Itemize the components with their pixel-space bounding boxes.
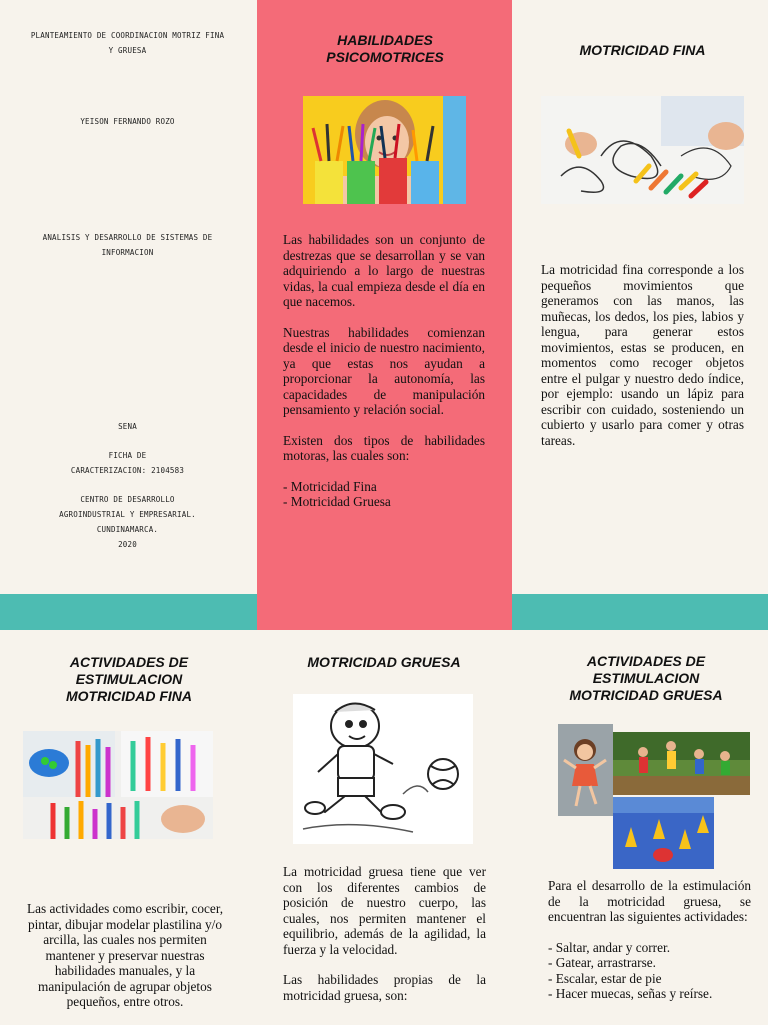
girl-with-pencils-photo [303, 96, 466, 204]
boy-kicking-ball-drawing [293, 694, 473, 844]
cover-title-line2: Y GRUESA [108, 46, 147, 55]
cover-year: 2020 [118, 540, 137, 549]
girl-jumping-illustration [558, 724, 613, 816]
actividades-fina-title-line3: MOTRICIDAD FINA [66, 688, 192, 704]
children-running-outdoors-photo [613, 732, 750, 795]
actividades-gruesa-title [530, 653, 762, 704]
habilidades-title-line1: HABILIDADES [337, 32, 433, 48]
cover-author: YEISON FERNANDO ROZO [80, 117, 175, 126]
cover-center-line3: CUNDINAMARCA. [96, 525, 159, 534]
cover-center [10, 492, 245, 552]
habilidades-paragraph-3: Existen dos tipos de habilidades motoras, las cuales son: [283, 432, 485, 463]
cover-center-line1: CENTRO DE DESARROLLO [80, 495, 175, 504]
cover-title-line1: PLANTEAMIENTO DE COORDINACION MOTRIZ FINA [30, 31, 225, 40]
habilidades-paragraph-1: Las habilidades son un conjunto de destrezas que se desarrollan y se van adquiriendo a lo largo de nuestras vidas, la cual empieza desde el día en que nacemos. [283, 232, 485, 309]
habilidades-title [270, 32, 500, 66]
motricidad-gruesa-title: MOTRICIDAD GRUESA [307, 654, 461, 670]
actividades-fina-title [10, 654, 248, 705]
actividades-gruesa-item-1: - Saltar, andar y correr. [548, 939, 671, 955]
motricidad-gruesa-paragraph-2: Las habilidades propias de la motricidad gruesa, son: [283, 972, 486, 1003]
motricidad-fina-title: MOTRICIDAD FINA [579, 42, 706, 58]
actividades-fina-text [22, 901, 228, 1025]
actividades-gruesa-title-line3: MOTRICIDAD GRUESA [569, 687, 723, 703]
actividades-gruesa-item-3: - Escalar, estar de pie [548, 970, 662, 986]
actividades-gruesa-item-2: - Gatear, arrastrarse. [548, 955, 656, 970]
motricidad-fina-paragraph: La motricidad fina corresponde a los pequeños movimientos que generamos con las manos, las muñecas, los dedos, los pies, labios y lengua, para generar estos movimientos, estas se producen, en momentos como recoger objetos entre el pulgar y nuestro dedo índice, por ejemplo: usando un lápiz para escribir con cuidado, sosteniendo un cubierto y usarlo para comer y otras tareas. [541, 262, 744, 448]
actividades-gruesa-item-4: - Hacer muecas, señas y reírse. [548, 986, 713, 1001]
motricidad-gruesa-text [283, 864, 486, 1003]
actividades-fina-title-line1: ACTIVIDADES DE [69, 654, 189, 670]
cover-program [10, 230, 245, 260]
actividades-gruesa-title-line2: ESTIMULACION [592, 670, 700, 686]
cover-ficha-line1: FICHA DE [108, 451, 147, 460]
actividades-gruesa-title-line1: ACTIVIDADES DE [586, 653, 706, 669]
cover-program-line2: INFORMACION [101, 248, 154, 257]
child-drawing-crayons-photo [541, 96, 744, 204]
cover-ficha [10, 448, 245, 478]
pegboard-activity-collage [23, 731, 213, 839]
motricidad-gruesa-paragraph-1: La motricidad gruesa tiene que ver con los diferentes cambios de posición de nuestro cuerpo, las cuales, nos permiten mantener el equilibrio, además de la agilidad, la fuerza y la velocidad. [283, 864, 486, 957]
habilidades-paragraph-2: Nuestras habilidades comienzan desde el inicio de nuestro nacimiento, ya que estas nos ayudan a proporcionar la autonomía, las capacidades de manipulación pensamiento y relación social. [283, 324, 485, 417]
motricidad-fina-text [541, 262, 744, 463]
cover-program-line1: ANALISIS Y DESARROLLO DE SISTEMAS DE [42, 233, 213, 242]
cover-title [10, 28, 245, 58]
actividades-fina-title-line2: ESTIMULACION [75, 671, 183, 687]
cover-center-line2: AGROINDUSTRIAL Y EMPRESARIAL. [59, 510, 196, 519]
obstacle-course-cones-photo [613, 797, 714, 869]
actividades-fina-paragraph: Las actividades como escribir, cocer, pintar, dibujar modelar plastilina y/o arcilla, las cuales nos permiten mantener y preservar nuestras habilidades manuales, y la manipulación de agrupar objetos pequeños, entre otros. [26, 901, 224, 1009]
habilidades-list-item-fina: - Motricidad Fina [283, 478, 377, 494]
habilidades-list-item-gruesa: - Motricidad Gruesa [283, 494, 391, 509]
actividades-gruesa-paragraph: Para el desarrollo de la estimulación de la motricidad gruesa, se encuentran las siguientes actividades: [548, 878, 751, 924]
habilidades-title-line2: PSICOMOTRICES [326, 49, 444, 65]
habilidades-text [283, 232, 485, 510]
cover-ficha-line2: CARACTERIZACION: 2104583 [70, 466, 185, 475]
cover-institution: SENA [118, 422, 137, 431]
actividades-gruesa-text [548, 878, 751, 1002]
